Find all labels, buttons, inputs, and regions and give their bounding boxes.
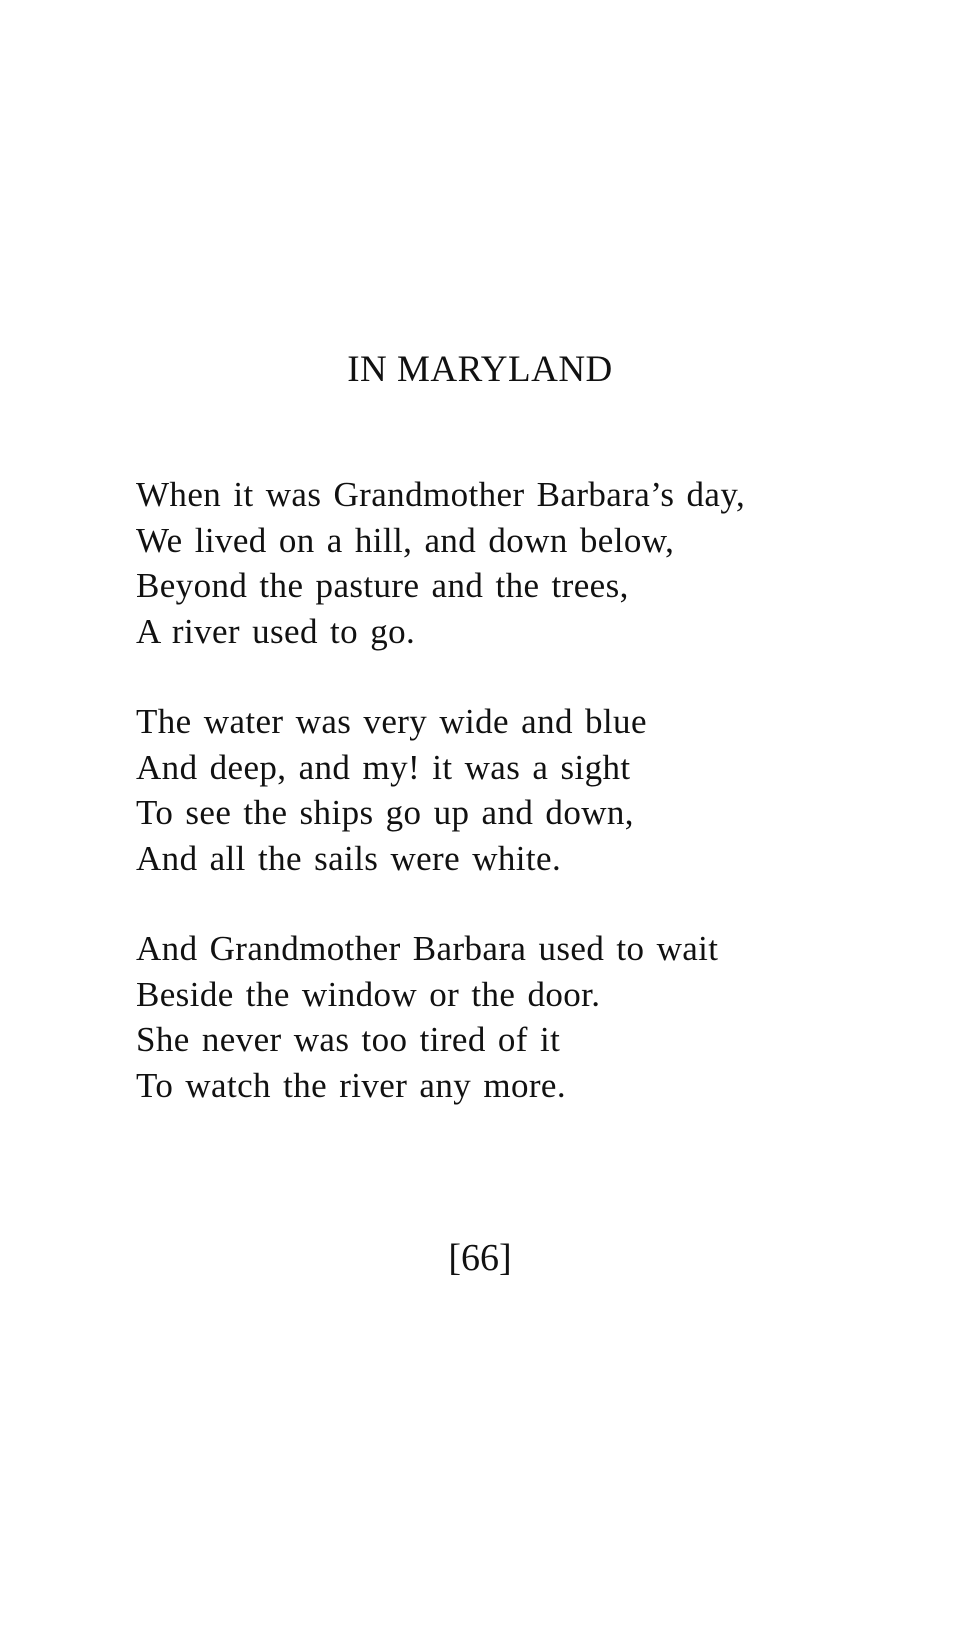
page-number: [66] — [448, 1237, 512, 1279]
stanza-3 — [136, 926, 936, 1108]
poem-line: She never was too tired of it — [136, 1020, 561, 1059]
poem-line: Beyond the pasture and the trees, — [136, 566, 629, 605]
poem-line: When it was Grandmother Barbara’s day, — [136, 475, 746, 514]
poem-line: And all the sails were white. — [136, 838, 562, 878]
poem-line: To watch the river any more. — [136, 1065, 566, 1105]
poem-line: And deep, and my! it was a sight — [136, 747, 631, 787]
poem-line: We lived on a hill, and down below, — [136, 520, 675, 560]
poem-line: The water was very wide and blue — [136, 702, 647, 741]
poem-title: IN MARYLAND — [347, 349, 613, 390]
poem-line: And Grandmother Barbara used to wait — [136, 929, 719, 968]
poem-line: To see the ships go up and down, — [136, 793, 634, 832]
poem-line: Beside the window or the door. — [136, 974, 601, 1014]
stanza-2 — [136, 699, 936, 881]
poem-body — [136, 472, 936, 1153]
stanza-1 — [136, 472, 936, 654]
poem-line: A river used to go. — [136, 611, 416, 651]
